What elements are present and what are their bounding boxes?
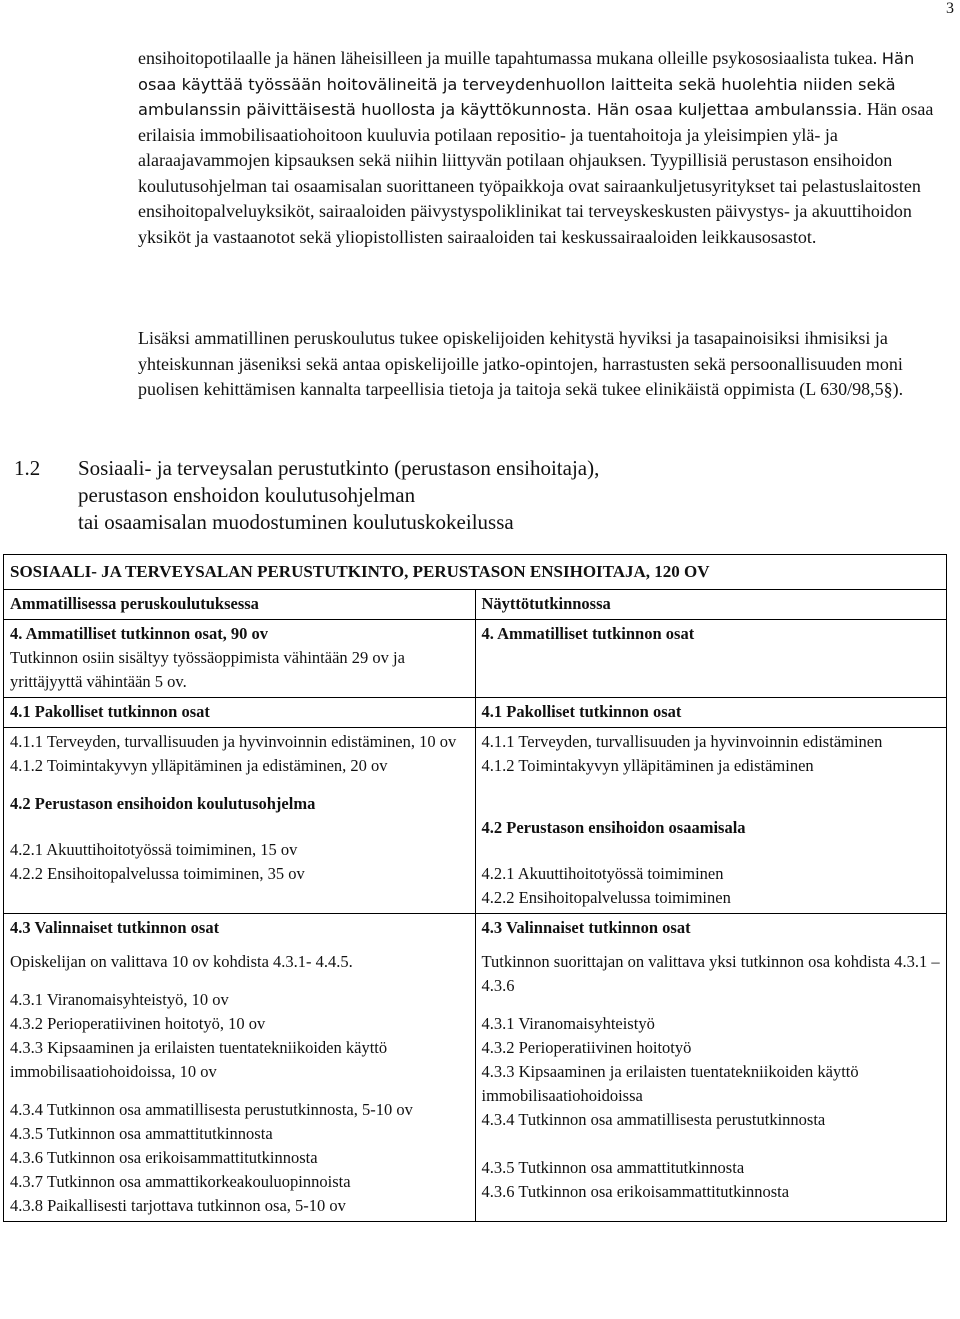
right-item-433: 4.3.3 Kipsaaminen ja erilaisten tuentatekniikoiden käyttö immobilisaatiohoidoissa <box>481 1062 859 1105</box>
left-section-41-title: 4.1 Pakolliset tutkinnon osat <box>4 698 476 728</box>
right-section-43-title: 4.3 Valinnaiset tutkinnon osat <box>481 918 691 937</box>
section-title-line-2: perustason enshoidon koulutusohjelman <box>78 483 416 507</box>
right-item-422: 4.2.2 Ensihoitopalvelussa toimiminen <box>481 888 731 907</box>
body-paragraph-2: Lisäksi ammatillinen peruskoulutus tukee opiskelijoiden kehitystä hyviksi ja tasapainoisiksi ihmisiksi ja yhteiskunnan jäseniksi sekä antaa opiskelijoille jatko-opintojen, harrastusten sekä persoonallisuuden moni puolisen kehittämisen kannalta tarpeellisia tietoja ja taitoja sekä tukee elinikäistä oppimista (L 630/98,5§). <box>138 328 904 399</box>
table-title-row <box>4 555 947 590</box>
left-item-422: 4.2.2 Ensihoitopalvelussa toimiminen, 35 ov <box>10 864 305 883</box>
paragraph-1-text-c: Hän osaa erilaisia immobilisaatiohoitoon kuuluvia potilaan repositio- ja tuentahoitoja ja yleisimpien ylä- ja alaraajavammojen kipsauksen sekä niihin liittyvän potilaan ohjauksen. Tyypillisiä perustason ensihoidon koulutusohjelman tai osaamisalan suorittaneen työpaikkoja ovat sairaankuljetusyritykset tai pelastuslaitosten ensihoitopalveluyksiköt, sairaaloiden päivystyspoliklinikat tai terveyskeskusten päivystys- ja akuuttihoidon yksiköt ja vastaanotot sekä yliopistollisten sairaaloiden tai keskussairaaloiden leikkausosastot. <box>138 99 934 247</box>
left-item-433: 4.3.3 Kipsaaminen ja erilaisten tuentatekniikoiden käyttö immobilisaatiohoidoissa, 10 ov <box>10 1038 388 1081</box>
spacer <box>482 998 941 1012</box>
left-item-432: 4.3.2 Perioperatiivinen hoitotyö, 10 ov <box>10 1014 266 1033</box>
spacer <box>482 1132 941 1156</box>
section-title-line-3: tai osaamisalan muodostuminen koulutuskokeilussa <box>78 510 514 534</box>
spacer <box>10 1084 469 1098</box>
left-item-411: 4.1.1 Terveyden, turvallisuuden ja hyvinvoinnin edistäminen, 10 ov <box>10 732 457 751</box>
left-section-4-cell <box>4 620 476 698</box>
left-section-42-title: 4.2 Perustason ensihoidon koulutusohjelma <box>10 794 316 813</box>
right-section-4-title: 4. Ammatilliset tutkinnon osat <box>481 624 695 643</box>
left-item-435: 4.3.5 Tutkinnon osa ammattitutkinnosta <box>10 1124 273 1143</box>
right-item-411: 4.1.1 Terveyden, turvallisuuden ja hyvinvoinnin edistäminen <box>481 732 883 751</box>
spacer <box>10 816 469 838</box>
table-row <box>4 620 947 698</box>
right-item-412: 4.1.2 Toimintakyvyn ylläpitäminen ja edistäminen <box>481 756 814 775</box>
paragraph-1-text-b: Hän osaa käyttää työssään hoitovälineitä ja terveydenhuollon laitteita sekä huolehtia niiden sekä ambulanssin päivittäisestä huollosta ja käyttökunnosta. Hän osaa kuljettaa ambulanssia. <box>138 49 915 119</box>
spacer <box>482 778 941 816</box>
right-section-43-note: Tutkinnon suorittajan on valittava yksi tutkinnon osa kohdista 4.3.1 – 4.3.6 <box>481 952 940 995</box>
right-item-432: 4.3.2 Perioperatiivinen hoitotyö <box>481 1038 692 1057</box>
left-item-438: 4.3.8 Paikallisesti tarjottava tutkinnon osa, 5-10 ov <box>10 1196 346 1215</box>
table-header-row <box>4 590 947 620</box>
page-number: 3 <box>946 0 954 17</box>
right-item-435: 4.3.5 Tutkinnon osa ammattitutkinnosta <box>481 1158 745 1177</box>
section-title <box>78 455 938 536</box>
paragraph-1-text-a: ensihoitopotilaalle ja hänen läheisilleen ja muille tapahtumassa mukana olleille psykososiaalista tukea. <box>138 48 882 68</box>
right-section-4-cell <box>475 620 947 698</box>
left-section-4-title: 4. Ammatilliset tutkinnon osat, 90 ov <box>10 624 269 643</box>
left-item-434: 4.3.4 Tutkinnon osa ammatillisesta perustutkinnosta, 5-10 ov <box>10 1100 413 1119</box>
spacer <box>10 974 469 988</box>
right-item-421: 4.2.1 Akuuttihoitotyössä toimiminen <box>481 864 724 883</box>
curriculum-table <box>3 554 947 1222</box>
right-item-431: 4.3.1 Viranomaisyhteistyö <box>481 1014 655 1033</box>
left-item-412: 4.1.2 Toimintakyvyn ylläpitäminen ja edistäminen, 20 ov <box>10 756 388 775</box>
section-number: 1.2 <box>14 456 41 480</box>
table-row <box>4 914 947 1222</box>
spacer <box>482 940 941 950</box>
body-paragraph-1 <box>138 46 950 250</box>
left-section-43-title: 4.3 Valinnaiset tutkinnon osat <box>10 918 220 937</box>
section-title-line-1: Sosiaali- ja terveysalan perustutkinto (perustason ensihoitaja), <box>78 456 600 480</box>
table-row <box>4 728 947 914</box>
right-item-436: 4.3.6 Tutkinnon osa erikoisammattitutkinnosta <box>481 1182 790 1201</box>
right-section-41-42-cell <box>475 728 947 914</box>
left-section-41-42-cell <box>4 728 476 914</box>
left-section-43-note: Opiskelijan on valittava 10 ov kohdista 4.3.1- 4.4.5. <box>10 952 353 971</box>
left-item-437: 4.3.7 Tutkinnon osa ammattikorkeakouluopinnoista <box>10 1172 351 1191</box>
right-item-434: 4.3.4 Tutkinnon osa ammatillisesta perustutkinnosta <box>481 1110 826 1129</box>
table-title: SOSIAALI- JA TERVEYSALAN PERUSTUTKINTO, PERUSTASON ENSIHOITAJA, 120 OV <box>4 555 947 590</box>
column-header-basic: Ammatillisessa peruskoulutuksessa <box>4 590 476 620</box>
left-item-421: 4.2.1 Akuuttihoitotyössä toimiminen, 15 ov <box>10 840 298 859</box>
left-section-4-note: Tutkinnon osiin sisältyy työssäoppimista vähintään 29 ov ja yrittäjyyttä vähintään 5 ov. <box>10 648 405 691</box>
left-section-43-cell <box>4 914 476 1222</box>
right-section-43-cell <box>475 914 947 1222</box>
left-item-431: 4.3.1 Viranomaisyhteistyö, 10 ov <box>10 990 229 1009</box>
right-section-42-title: 4.2 Perustason ensihoidon osaamisala <box>481 818 746 837</box>
right-section-41-title: 4.1 Pakolliset tutkinnon osat <box>475 698 947 728</box>
spacer <box>482 840 941 862</box>
table-row <box>4 698 947 728</box>
spacer <box>10 940 469 950</box>
left-item-436: 4.3.6 Tutkinnon osa erikoisammattitutkinnosta <box>10 1148 318 1167</box>
column-header-competence: Näyttötutkinnossa <box>475 590 947 620</box>
spacer <box>10 778 469 792</box>
